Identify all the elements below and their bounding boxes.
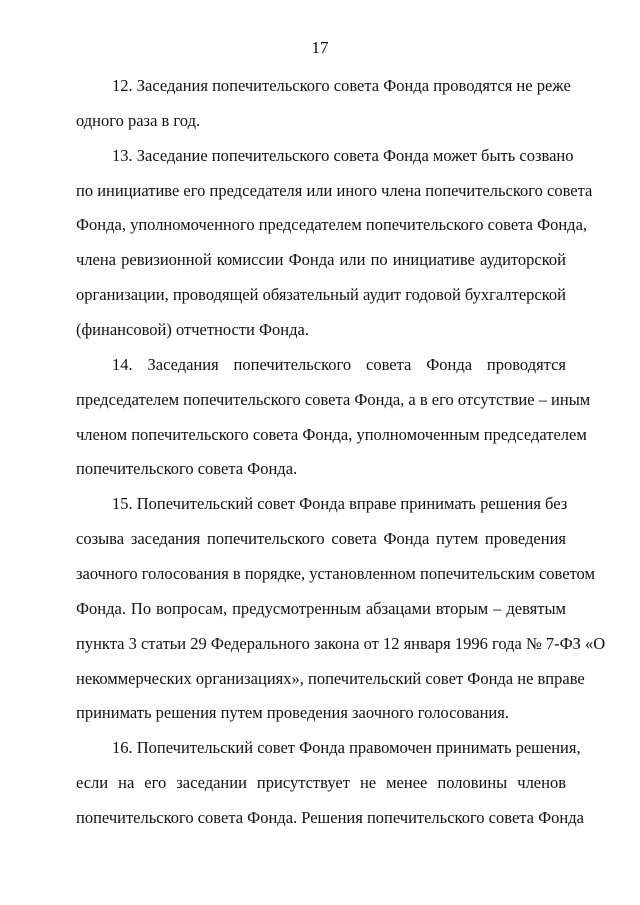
text-line: созыва заседания попечительского совета Фонда путем проведения	[76, 529, 566, 548]
text-line: попечительского совета Фонда. Решения попечительского совета Фонда	[76, 808, 584, 827]
text-line: если на его заседании присутствует не менее половины членов	[76, 773, 566, 792]
text-line: Фонда. По вопросам, предусмотренным абзацами вторым – девятым	[76, 599, 566, 618]
text-line: по инициативе его председателя или иного члена попечительского совета	[76, 181, 593, 200]
text-line: члена ревизионной комиссии Фонда или по инициативе аудиторской	[76, 250, 566, 269]
text-line: 14. Заседания попечительского совета Фонда проводятся	[112, 355, 566, 374]
text-line: председателем попечительского совета Фонда, а в его отсутствие – иным	[76, 390, 591, 409]
text-line: 16. Попечительский совет Фонда правомочен принимать решения,	[112, 738, 581, 757]
text-line: попечительского совета Фонда.	[76, 459, 298, 478]
text-line: Фонда, уполномоченного председателем попечительского совета Фонда,	[76, 215, 588, 234]
text-line: пункта 3 статьи 29 Федерального закона от 12 января 1996 года № 7-ФЗ «О	[76, 634, 606, 653]
text-line: членом попечительского совета Фонда, уполномоченным председателем	[76, 425, 587, 444]
text-line: 13. Заседание попечительского совета Фонда может быть созвано	[112, 146, 574, 165]
text-line: 15. Попечительский совет Фонда вправе принимать решения без	[112, 494, 568, 513]
text-line: некоммерческих организациях», попечительский совет Фонда не вправе	[76, 669, 585, 688]
text-line: организации, проводящей обязательный аудит годовой бухгалтерской	[76, 285, 567, 304]
text-line: 12. Заседания попечительского совета Фонда проводятся не реже	[112, 76, 571, 95]
text-line: заочного голосования в порядке, установленном попечительским советом	[76, 564, 595, 583]
page-number: 17	[311, 38, 329, 57]
text-line: принимать решения путем проведения заочного голосования.	[76, 703, 509, 722]
text-line: одного раза в год.	[76, 111, 201, 130]
text-line: (финансовой) отчетности Фонда.	[76, 320, 309, 339]
